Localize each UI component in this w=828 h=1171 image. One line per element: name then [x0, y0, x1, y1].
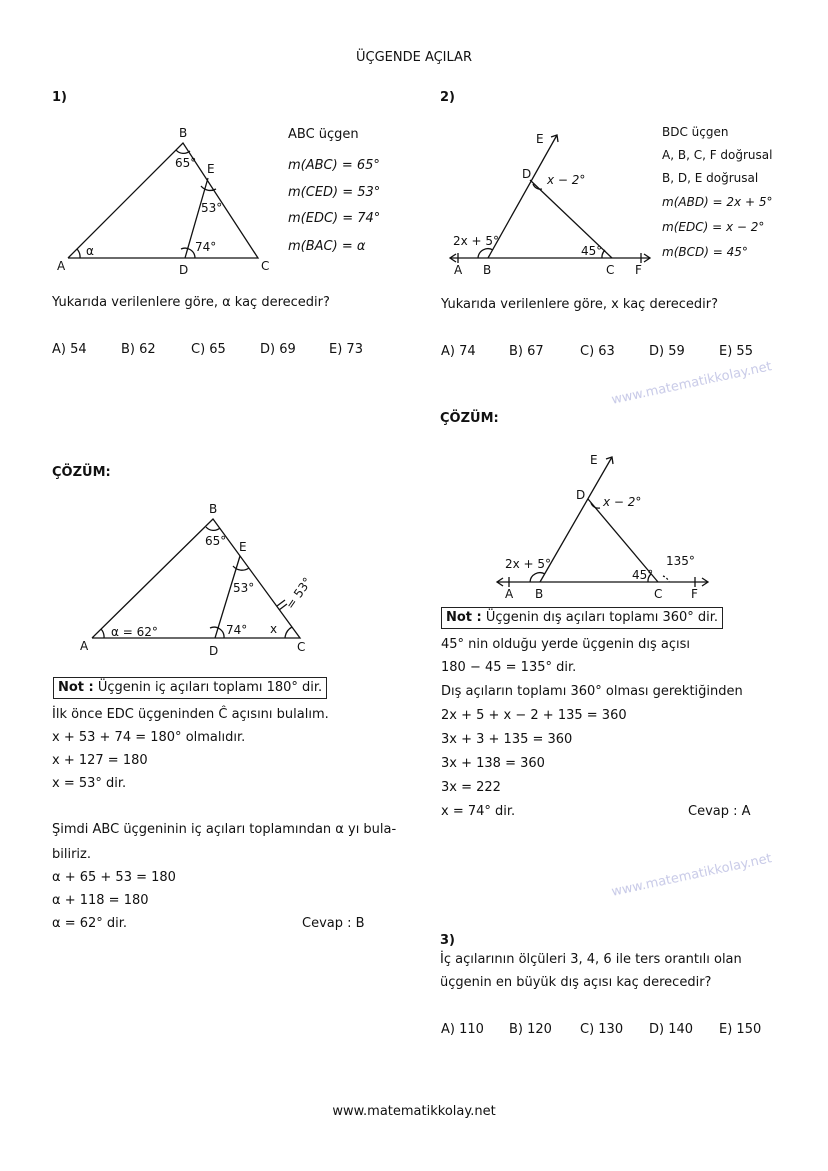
option: C) 65 [191, 342, 226, 357]
figure-label: 74° [226, 623, 248, 637]
solution-line: biliriz. [52, 847, 91, 862]
sol2-answer: Cevap : A [688, 804, 751, 819]
figure-label: 74° [195, 240, 217, 254]
triangle-abc [68, 143, 258, 258]
figure-label: B [209, 502, 218, 516]
figure-label: 45° [581, 244, 603, 258]
q1-figure-labels [57, 126, 269, 277]
option: E) 55 [719, 344, 753, 359]
figure-label: E [207, 162, 215, 176]
figure-label: A [454, 263, 463, 277]
figure-label: D [522, 167, 532, 181]
sol1-figure [92, 519, 300, 638]
q1-figure [68, 143, 258, 258]
solution-line: 3x + 138 = 360 [441, 756, 545, 771]
figure-label: E [536, 132, 544, 146]
solution-line: x = 74° dir. [441, 804, 516, 819]
option: D) 59 [649, 344, 685, 359]
figure-label: B [535, 587, 544, 601]
watermark: www.matematikkolay.net [610, 851, 774, 900]
figure-label: α = 62° [111, 625, 158, 639]
info-line: A, B, C, F doğrusal [662, 148, 773, 162]
info-line: ABC üçgen [288, 127, 359, 142]
solution-line: Dış açıların toplamı 360° olması gerektiğinden [441, 684, 743, 699]
info-line: m(EDC) = 74° [288, 211, 381, 226]
option: A) 74 [441, 344, 476, 359]
q3-question-line: üçgenin en büyük dış açısı kaç derecedir? [440, 975, 712, 990]
info-line: m(ABD) = 2x + 5° [662, 195, 773, 209]
figure-label: x [270, 622, 278, 636]
option: A) 110 [441, 1022, 484, 1037]
note-label: Not : [58, 680, 94, 695]
footer-link[interactable]: www.matematikkolay.net [332, 1104, 496, 1119]
figure-label: 65° [175, 156, 197, 170]
note-text: Üçgenin dış açıları toplamı 360° dir. [485, 610, 719, 625]
info-line: m(BAC) = α [288, 239, 366, 254]
page-title: ÜÇGENDE AÇILAR [355, 50, 472, 65]
figure-label: F [691, 587, 698, 601]
solution-line: 2x + 5 + x − 2 + 135 = 360 [441, 708, 627, 723]
figure-label: D [576, 488, 586, 502]
solution-line: α + 65 + 53 = 180 [52, 870, 176, 885]
note-label: Not : [446, 610, 482, 625]
figure-label: E [239, 540, 247, 554]
figure-label: x − 2° [547, 173, 586, 187]
solution-line: α = 62° dir. [52, 916, 128, 931]
figure-label: B [483, 263, 492, 277]
q2-figure-labels [453, 132, 642, 277]
option: C) 63 [580, 344, 615, 359]
solution-line: x = 53° dir. [52, 776, 127, 791]
solution-line: x + 53 + 74 = 180° olmalıdır. [52, 730, 246, 745]
q1-question: Yukarıda verilenlere göre, α kaç derecedir? [52, 295, 330, 310]
figure-label: E [590, 453, 598, 467]
solution-line: Şimdi ABC üçgeninin iç açıları toplamından α yı bula- [52, 822, 397, 837]
info-line: BDC üçgen [662, 125, 729, 139]
figure-label: 135° [666, 554, 695, 568]
option: C) 130 [580, 1022, 624, 1037]
solution-line: 180 − 45 = 135° dir. [441, 660, 577, 675]
sol2-note [441, 607, 723, 629]
option: B) 67 [509, 344, 544, 359]
option: E) 150 [719, 1022, 762, 1037]
info-line: m(EDC) = x − 2° [662, 220, 765, 234]
note-text: Üçgenin iç açıları toplamı 180° dir. [97, 680, 323, 695]
figure-label: C [606, 263, 615, 277]
sol1-answer: Cevap : B [302, 916, 365, 931]
figure-label: x − 2° [603, 495, 642, 509]
option: D) 69 [260, 342, 296, 357]
info-line: m(BCD) = 45° [662, 245, 748, 259]
solution-line: İlk önce EDC üçgeninden Ĉ açısını bulalım. [52, 707, 329, 722]
figure-label: D [209, 644, 219, 658]
figure-label: 2x + 5° [453, 234, 500, 248]
q2-question: Yukarıda verilenlere göre, x kaç derecedir? [441, 297, 719, 312]
q3-question-line: İç açılarının ölçüleri 3, 4, 6 ile ters orantılı olan [440, 952, 742, 967]
figure-label: C [297, 640, 306, 654]
solution-line: x + 127 = 180 [52, 753, 148, 768]
figure-label: 65° [205, 534, 227, 548]
info-line: m(CED) = 53° [288, 185, 381, 200]
sol1-figure-labels [80, 502, 315, 658]
q3-number: 3) [440, 933, 455, 948]
solution-line: 3x = 222 [441, 780, 501, 795]
solution-line: α + 118 = 180 [52, 893, 149, 908]
option: B) 120 [509, 1022, 552, 1037]
solution-line: 3x + 3 + 135 = 360 [441, 732, 573, 747]
figure-label: F [635, 263, 642, 277]
option: B) 62 [121, 342, 156, 357]
option: A) 54 [52, 342, 87, 357]
option: D) 140 [649, 1022, 694, 1037]
info-line: B, D, E doğrusal [662, 171, 759, 185]
figure-label: D [179, 263, 189, 277]
figure-label: 53° [233, 581, 255, 595]
q1-number: 1) [52, 90, 67, 105]
figure-label: A [80, 639, 89, 653]
figure-label: 53° [201, 201, 223, 215]
sol2-heading: ÇÖZÜM: [440, 411, 499, 426]
figure-label: α [86, 244, 94, 258]
figure-label: B [179, 126, 188, 140]
info-line: m(ABC) = 65° [288, 158, 380, 173]
figure-label: C [261, 259, 270, 273]
q2-number: 2) [440, 90, 455, 105]
sol1-note [53, 677, 327, 699]
option: E) 73 [329, 342, 363, 357]
solution-line: 45° nin olduğu yerde üçgenin dış açısı [441, 637, 691, 652]
figure-label: = 53° [282, 574, 315, 612]
watermark: www.matematikkolay.net [610, 359, 774, 408]
figure-label: C [654, 587, 663, 601]
figure-label: A [57, 259, 66, 273]
figure-label: 45° [632, 568, 654, 582]
sol1-heading: ÇÖZÜM: [52, 465, 111, 480]
figure-label: A [505, 587, 514, 601]
figure-label: 2x + 5° [505, 557, 552, 571]
